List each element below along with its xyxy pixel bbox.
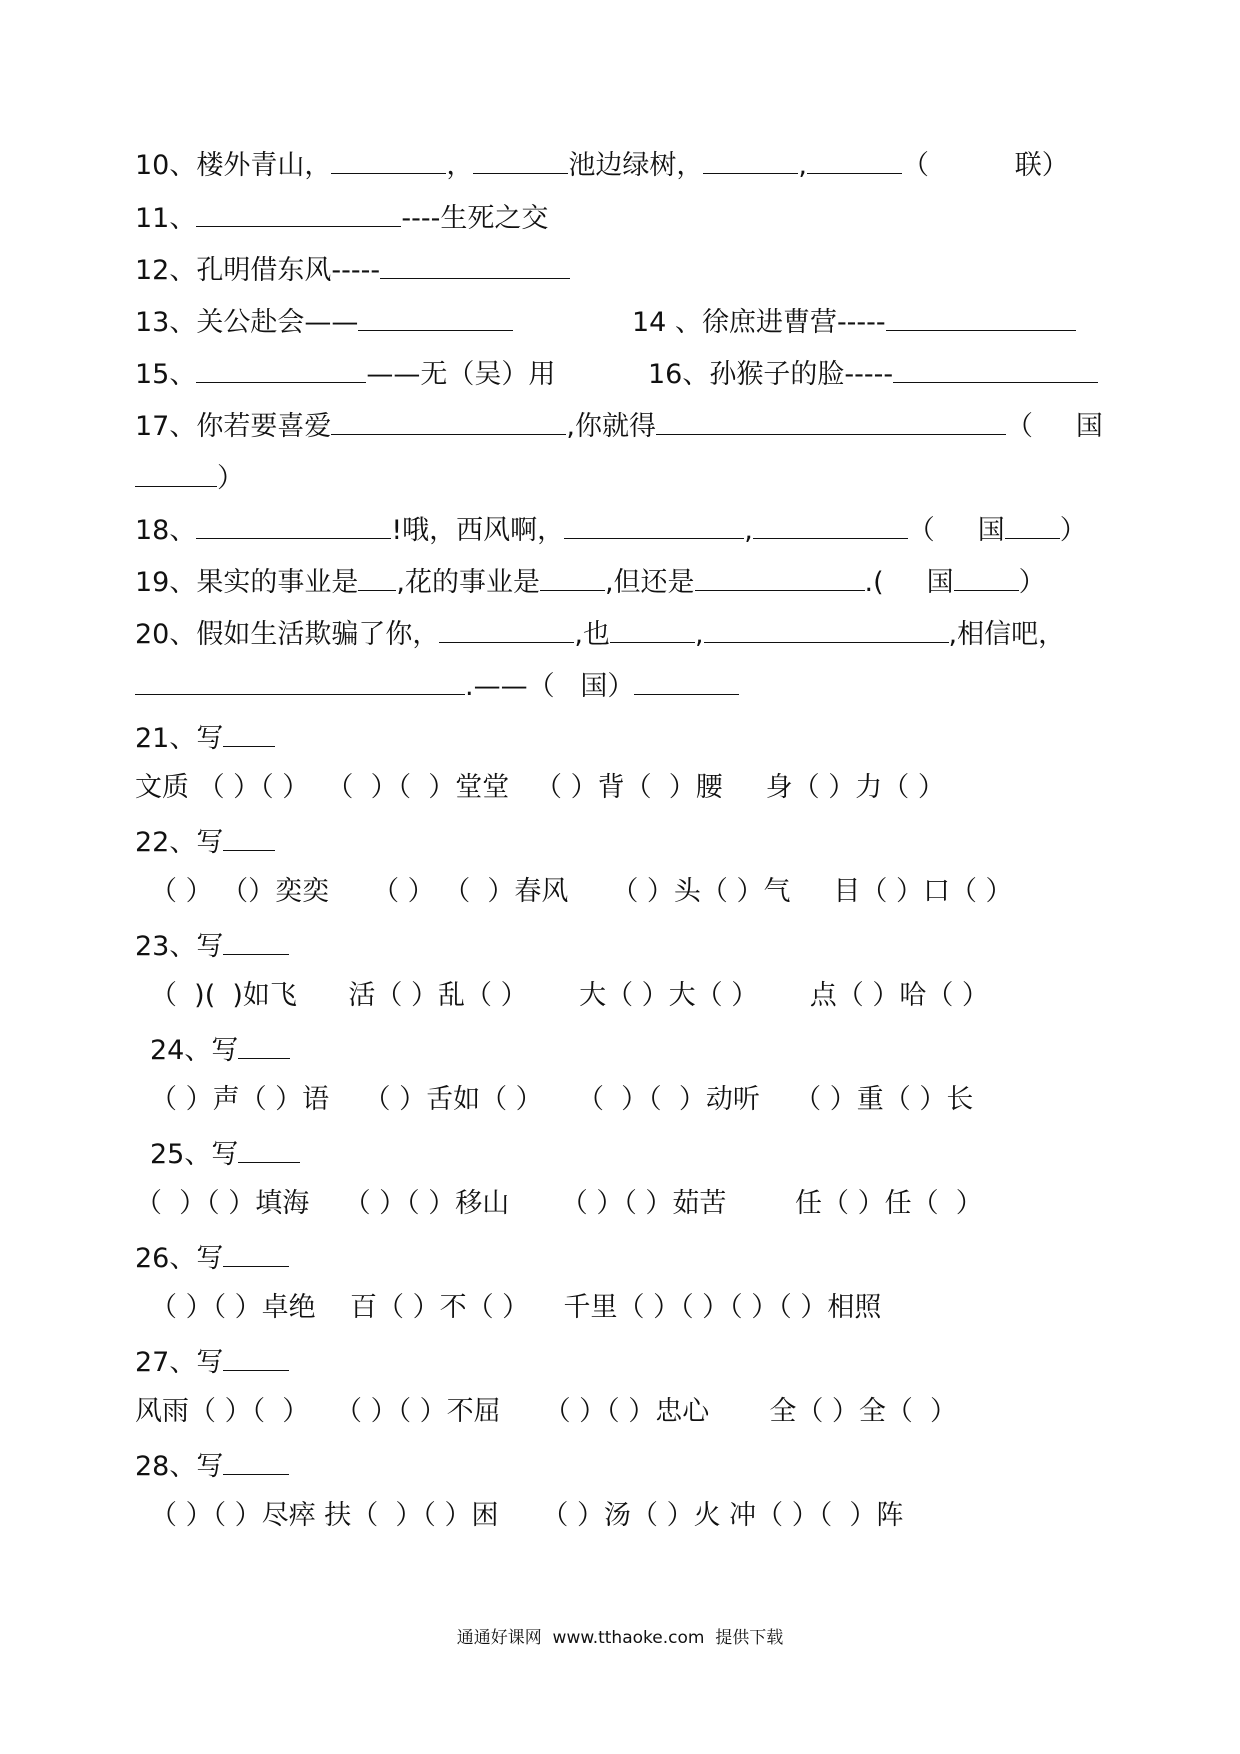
question-text: 26、写 xyxy=(135,1243,224,1274)
question-line xyxy=(150,1030,290,1069)
question-text: ,相信吧， xyxy=(948,619,1066,650)
question-line xyxy=(135,198,548,237)
answer-blank[interactable] xyxy=(540,562,605,591)
question-text: ----生死之交 xyxy=(401,203,549,234)
question-text: !哦，西风啊， xyxy=(391,515,565,546)
question-text: 风雨（ ）（ ） （ ）（ ）不屈 （ ）（ ）忠心 全（ ）全（ ） xyxy=(135,1396,958,1427)
question-text: 24、写 xyxy=(150,1035,239,1066)
question-line xyxy=(135,718,275,757)
question-text: 17、你若要喜爱 xyxy=(135,411,332,442)
question-text: 文质 （ ）（ ） （ ）（ ）堂堂 （ ）背（ ）腰 身（ ）力（ ） xyxy=(135,772,945,803)
answer-blank[interactable] xyxy=(238,1030,290,1059)
question-text: 14 、徐庶进曹营----- xyxy=(632,307,886,338)
question-text: ,但还是 xyxy=(604,567,695,598)
question-text: 10、楼外青山， xyxy=(135,150,332,181)
page-footer: 通通好课网 www.tthaoke.com 提供下载 xyxy=(456,1628,784,1648)
answer-blank[interactable] xyxy=(223,1342,289,1371)
question-line xyxy=(150,1290,881,1326)
question-line xyxy=(135,1186,983,1222)
answer-blank[interactable] xyxy=(893,354,1098,383)
answer-blank[interactable] xyxy=(331,406,566,435)
answer-blank[interactable] xyxy=(223,1238,289,1267)
question-text: 池边绿树， xyxy=(568,150,704,181)
question-text: 16、孙猴子的脸----- xyxy=(648,359,894,390)
question-line xyxy=(135,1446,289,1485)
answer-blank[interactable] xyxy=(954,562,1019,591)
answer-blank[interactable] xyxy=(223,822,275,851)
answer-blank[interactable] xyxy=(238,1134,300,1163)
question-text: （ 国 xyxy=(1005,411,1103,442)
question-text: ——无（吴）用 xyxy=(366,359,556,390)
question-line xyxy=(135,1394,957,1430)
answer-blank[interactable] xyxy=(358,562,396,591)
question-text: 21、写 xyxy=(135,723,224,754)
question-line xyxy=(135,926,289,965)
answer-blank[interactable] xyxy=(807,145,902,174)
answer-blank[interactable] xyxy=(135,458,217,487)
question-line xyxy=(135,458,244,497)
question-line xyxy=(135,822,275,861)
question-line xyxy=(135,145,1069,184)
question-line xyxy=(135,1238,289,1277)
answer-blank[interactable] xyxy=(135,666,465,695)
question-line xyxy=(135,562,1046,601)
question-text: , xyxy=(798,150,807,181)
question-line xyxy=(648,354,1098,393)
answer-blank[interactable] xyxy=(564,510,744,539)
question-text: ,也 xyxy=(574,619,610,650)
answer-blank[interactable] xyxy=(703,145,798,174)
question-line xyxy=(150,1134,300,1173)
answer-blank[interactable] xyxy=(331,145,446,174)
question-text: （ ）（ ）填海 （ ）（ ）移山 （ ）（ ）茹苦 任（ ）任（ ） xyxy=(135,1188,983,1219)
question-line xyxy=(135,614,1065,653)
answer-blank[interactable] xyxy=(1005,510,1060,539)
question-text: 11、 xyxy=(135,203,197,234)
answer-blank[interactable] xyxy=(473,145,568,174)
question-text: , xyxy=(744,515,753,546)
answer-blank[interactable] xyxy=(196,354,366,383)
answer-blank[interactable] xyxy=(439,614,574,643)
question-text: （ ）（ ）尽瘁 扶（ ）（ ）困 （ ）汤（ ）火 冲（ ）（ ）阵 xyxy=(150,1500,904,1531)
question-text: 25、写 xyxy=(150,1139,239,1170)
question-line xyxy=(135,406,1103,445)
question-text: 28、写 xyxy=(135,1451,224,1482)
question-text: ,你就得 xyxy=(566,411,656,442)
question-line xyxy=(150,1498,903,1534)
question-text: ,花的事业是 xyxy=(396,567,540,598)
question-text: ， xyxy=(446,150,474,181)
question-text: 13、关公赴会—— xyxy=(135,307,359,338)
answer-blank[interactable] xyxy=(610,614,695,643)
answer-blank[interactable] xyxy=(380,250,570,279)
question-text: 27、写 xyxy=(135,1347,224,1378)
question-line xyxy=(135,666,739,705)
question-text: 15、 xyxy=(135,359,197,390)
answer-blank[interactable] xyxy=(656,406,1006,435)
question-text: 18、 xyxy=(135,515,197,546)
question-text: （ 国 xyxy=(907,515,1005,546)
question-line xyxy=(135,354,555,393)
question-line xyxy=(135,770,945,806)
question-text: 12、孔明借东风----- xyxy=(135,255,381,286)
question-text: , xyxy=(694,619,704,650)
answer-blank[interactable] xyxy=(223,1446,289,1475)
question-line xyxy=(135,250,570,289)
question-text: .( 国 xyxy=(864,567,954,598)
question-text: ） xyxy=(1059,515,1087,546)
answer-blank[interactable] xyxy=(753,510,908,539)
question-text: （ )( )如飞 活（ ）乱（ ） 大（ ）大（ ） 点（ ）哈（ ） xyxy=(150,980,989,1011)
question-text: （ ）（ ）卓绝 百（ ）不（ ） 千里（ ）（ ）（ ）（ ）相照 xyxy=(150,1292,882,1323)
question-text: ） xyxy=(217,463,244,494)
answer-blank[interactable] xyxy=(695,562,865,591)
question-text: （ ）声（ ）语 （ ）舌如（ ） （ ）（ ）动听 （ ）重（ ）长 xyxy=(150,1084,974,1115)
question-line xyxy=(150,874,1013,910)
question-text: 20、假如生活欺骗了你， xyxy=(135,619,440,650)
question-text: ） xyxy=(1018,567,1046,598)
question-line xyxy=(150,1082,973,1118)
question-text: 22、写 xyxy=(135,827,224,858)
question-text: （ 联） xyxy=(901,150,1069,181)
question-line xyxy=(135,302,513,341)
question-text: （ ） （）奕奕 （ ） （ ）春风 （ ）头（ ）气 目（ ）口（ ） xyxy=(150,876,1013,907)
answer-blank[interactable] xyxy=(634,666,739,695)
answer-blank[interactable] xyxy=(223,718,275,747)
answer-blank[interactable] xyxy=(358,302,513,331)
question-line xyxy=(150,978,989,1014)
answer-blank[interactable] xyxy=(704,614,949,643)
answer-blank[interactable] xyxy=(196,510,391,539)
question-line xyxy=(135,510,1087,549)
question-line xyxy=(135,1342,289,1381)
answer-blank[interactable] xyxy=(223,926,289,955)
question-text: 19、果实的事业是 xyxy=(135,567,359,598)
answer-blank[interactable] xyxy=(886,302,1076,331)
question-text: .——（ 国） xyxy=(465,671,635,702)
question-line xyxy=(632,302,1076,341)
question-text: 23、写 xyxy=(135,931,224,962)
answer-blank[interactable] xyxy=(196,198,401,227)
